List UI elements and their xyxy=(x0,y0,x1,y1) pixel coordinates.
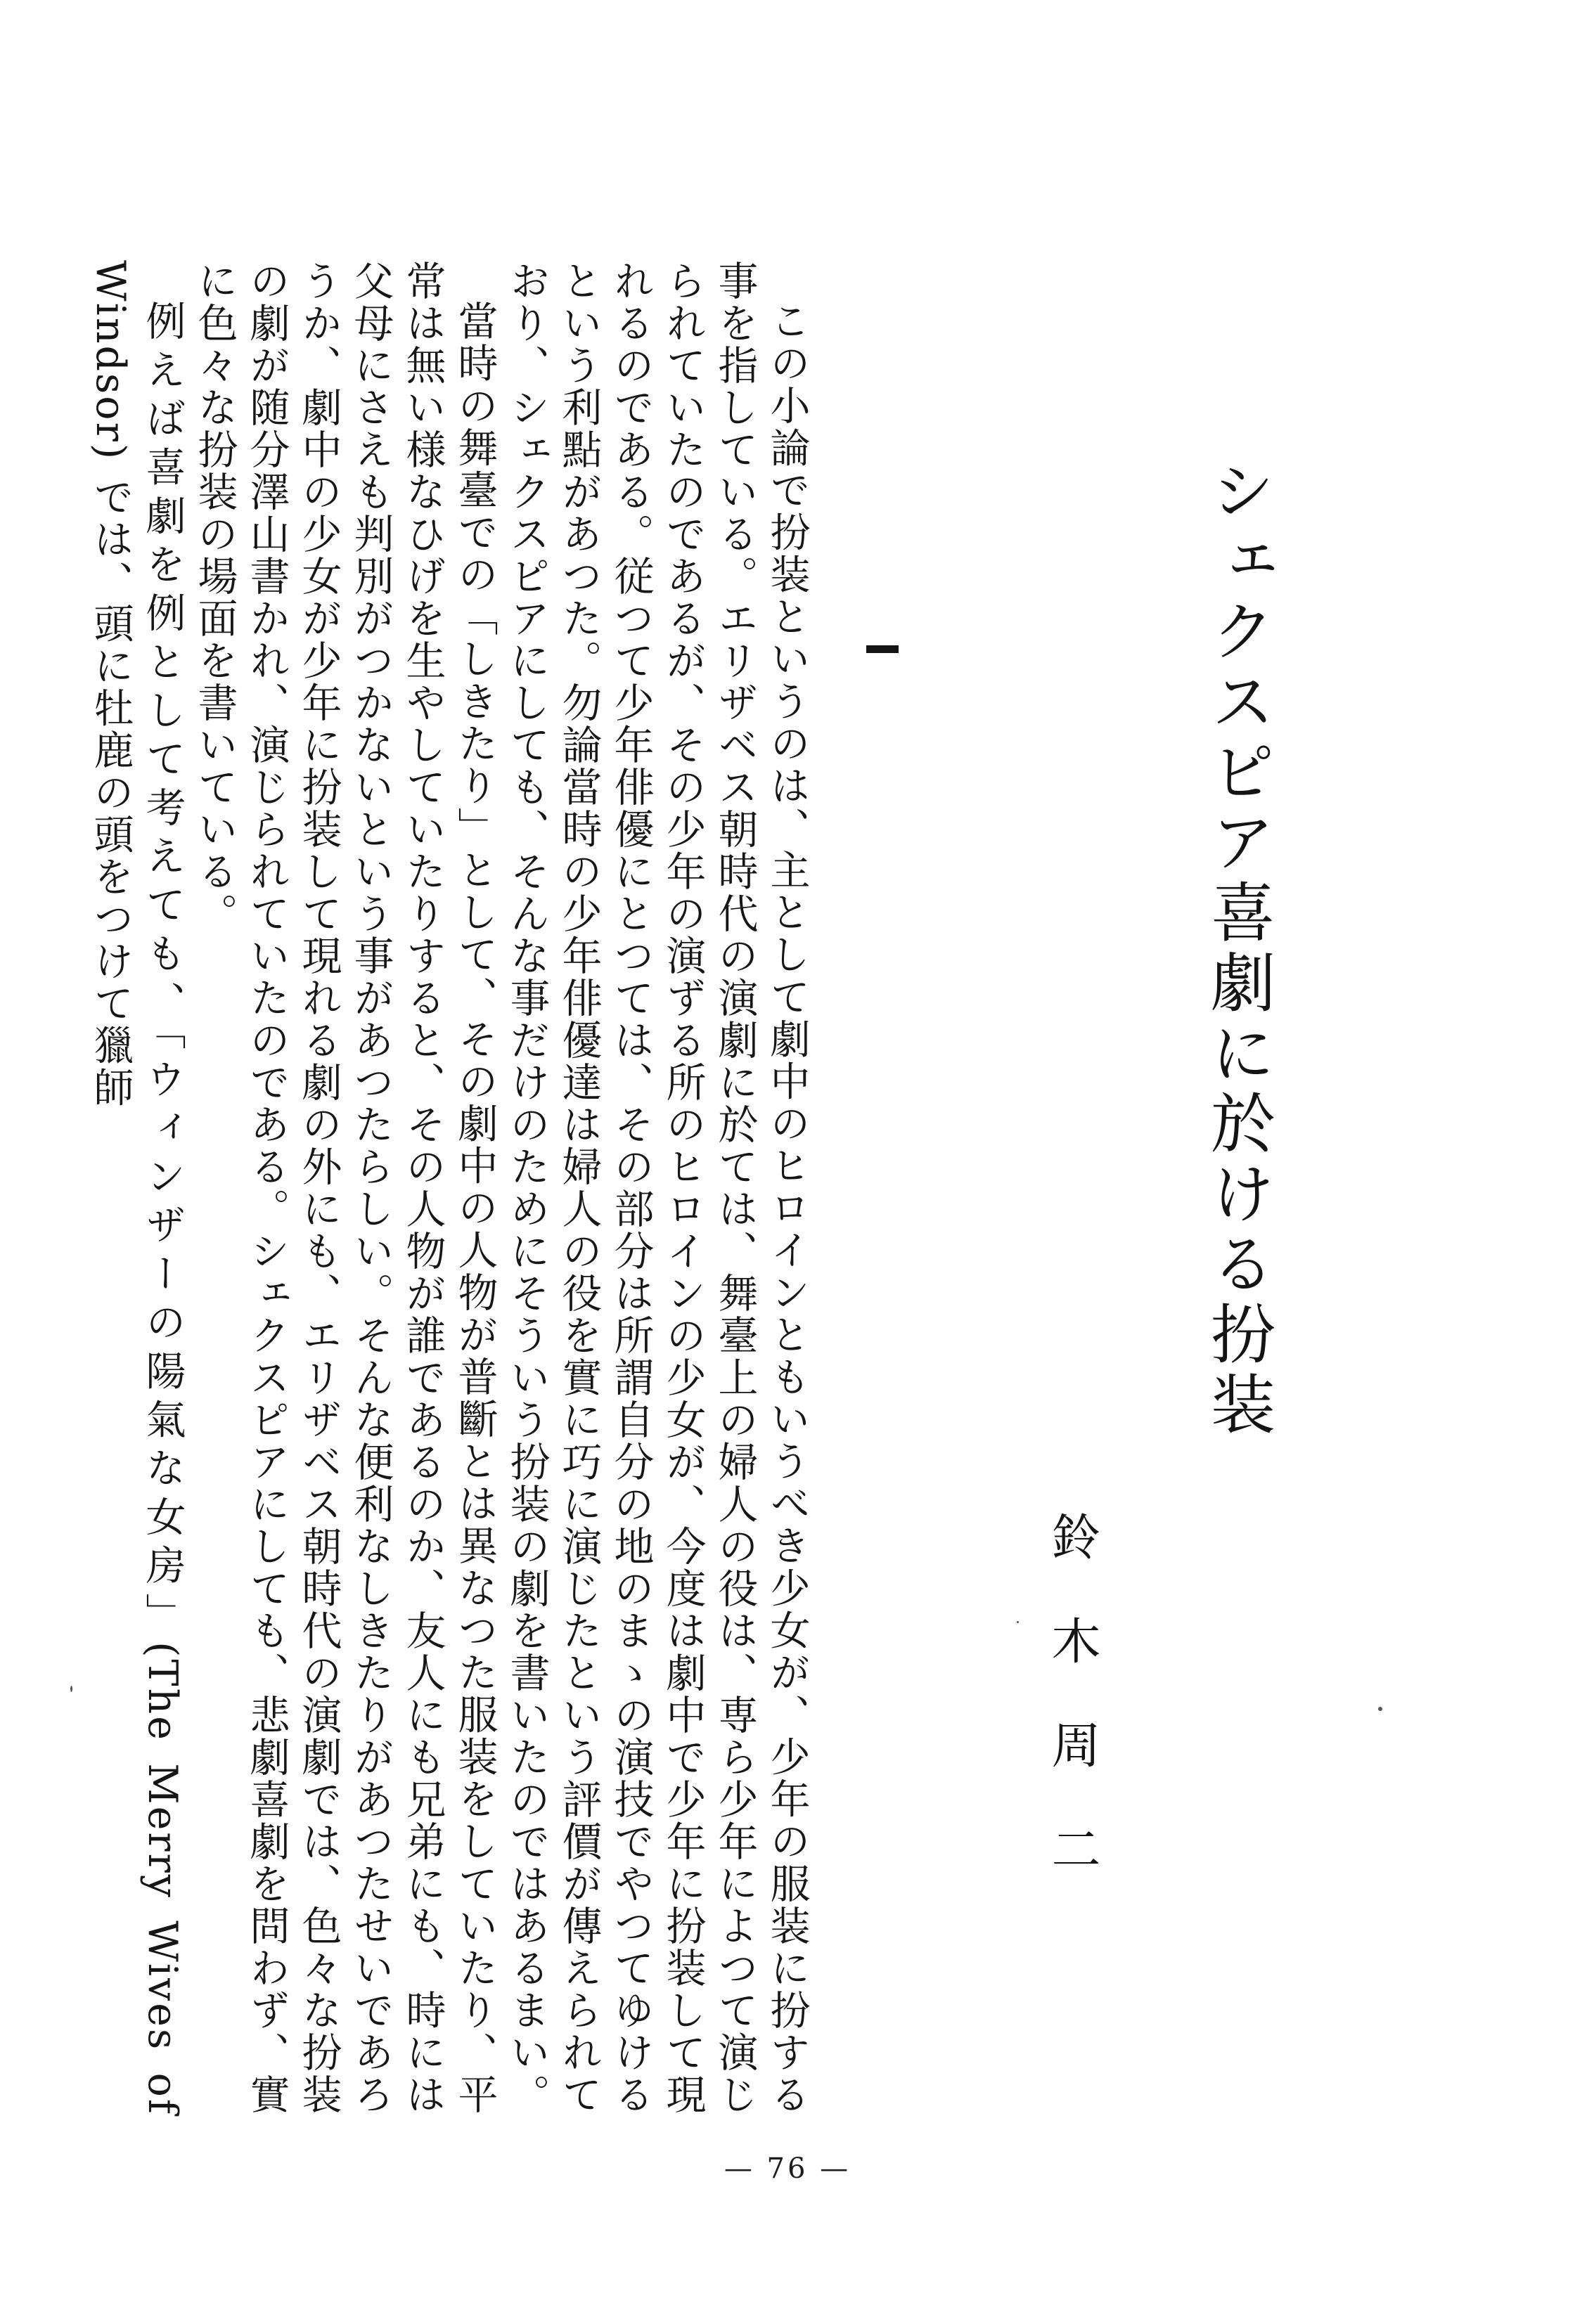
article-title: シェクスピア喜劇に於ける扮装 xyxy=(1200,457,1275,1441)
paragraph-3: 例えば喜劇を例として考えても、「ウィンザーの陽氣な女房」(The Merry Wives of Windsor) では、頭に牡鹿の頭をつけて獵師 xyxy=(87,260,186,2131)
scan-speck xyxy=(70,1686,72,1692)
scan-speck xyxy=(1378,1707,1382,1711)
author-name: 鈴木周二 xyxy=(1043,1511,1101,1928)
scan-speck xyxy=(1017,1621,1019,1623)
body-text xyxy=(87,260,813,2131)
section-number-mark xyxy=(866,645,899,653)
paragraph-1: この小論で扮装というのは、主として劇中のヒロインともいうべき少女が、少年の服装に扮する事を指している。エリザベス朝時代の演劇に於ては、舞臺上の婦人の役は、専ら少年によつて演じられていたのであるが、その少年の演ずる所のヒロインの少女が、今度は劇中で少年に扮装して現れるのである。従つて少年俳優にとつては、その部分は所謂自分の地のまゝの演技でやつてゆけるという利點があつた。勿論當時の少年俳優達は婦人の役を實に巧に演じたという評價が傳えられており、シェクスピアにしても、そんな事だけのためにそういう扮装の劇を書いたのではあるまい。 xyxy=(503,260,810,2117)
page-number: — 76 — xyxy=(724,2152,851,2185)
paragraph-2: 當時の舞臺での「しきたり」として、その劇中の人物が普斷とは異なつた服装をしていたり、平常は無い様なひげを生やしていたりすると、その人物が誰であるのか、友人にも兄弟にも、時には父母にさえも判別がつかないという事があつたらしい。そんな便利なしきたりがあつたせいであろうか、劇中の少女が少年に扮装して現れる劇の外にも、エリザベス朝時代の演劇では、色々な扮装の劇が随分澤山書かれ、演じられていたのである。シェクスピアにしても、悲劇喜劇を問わず、實に色々な扮装の場面を書いている。 xyxy=(191,260,498,2116)
